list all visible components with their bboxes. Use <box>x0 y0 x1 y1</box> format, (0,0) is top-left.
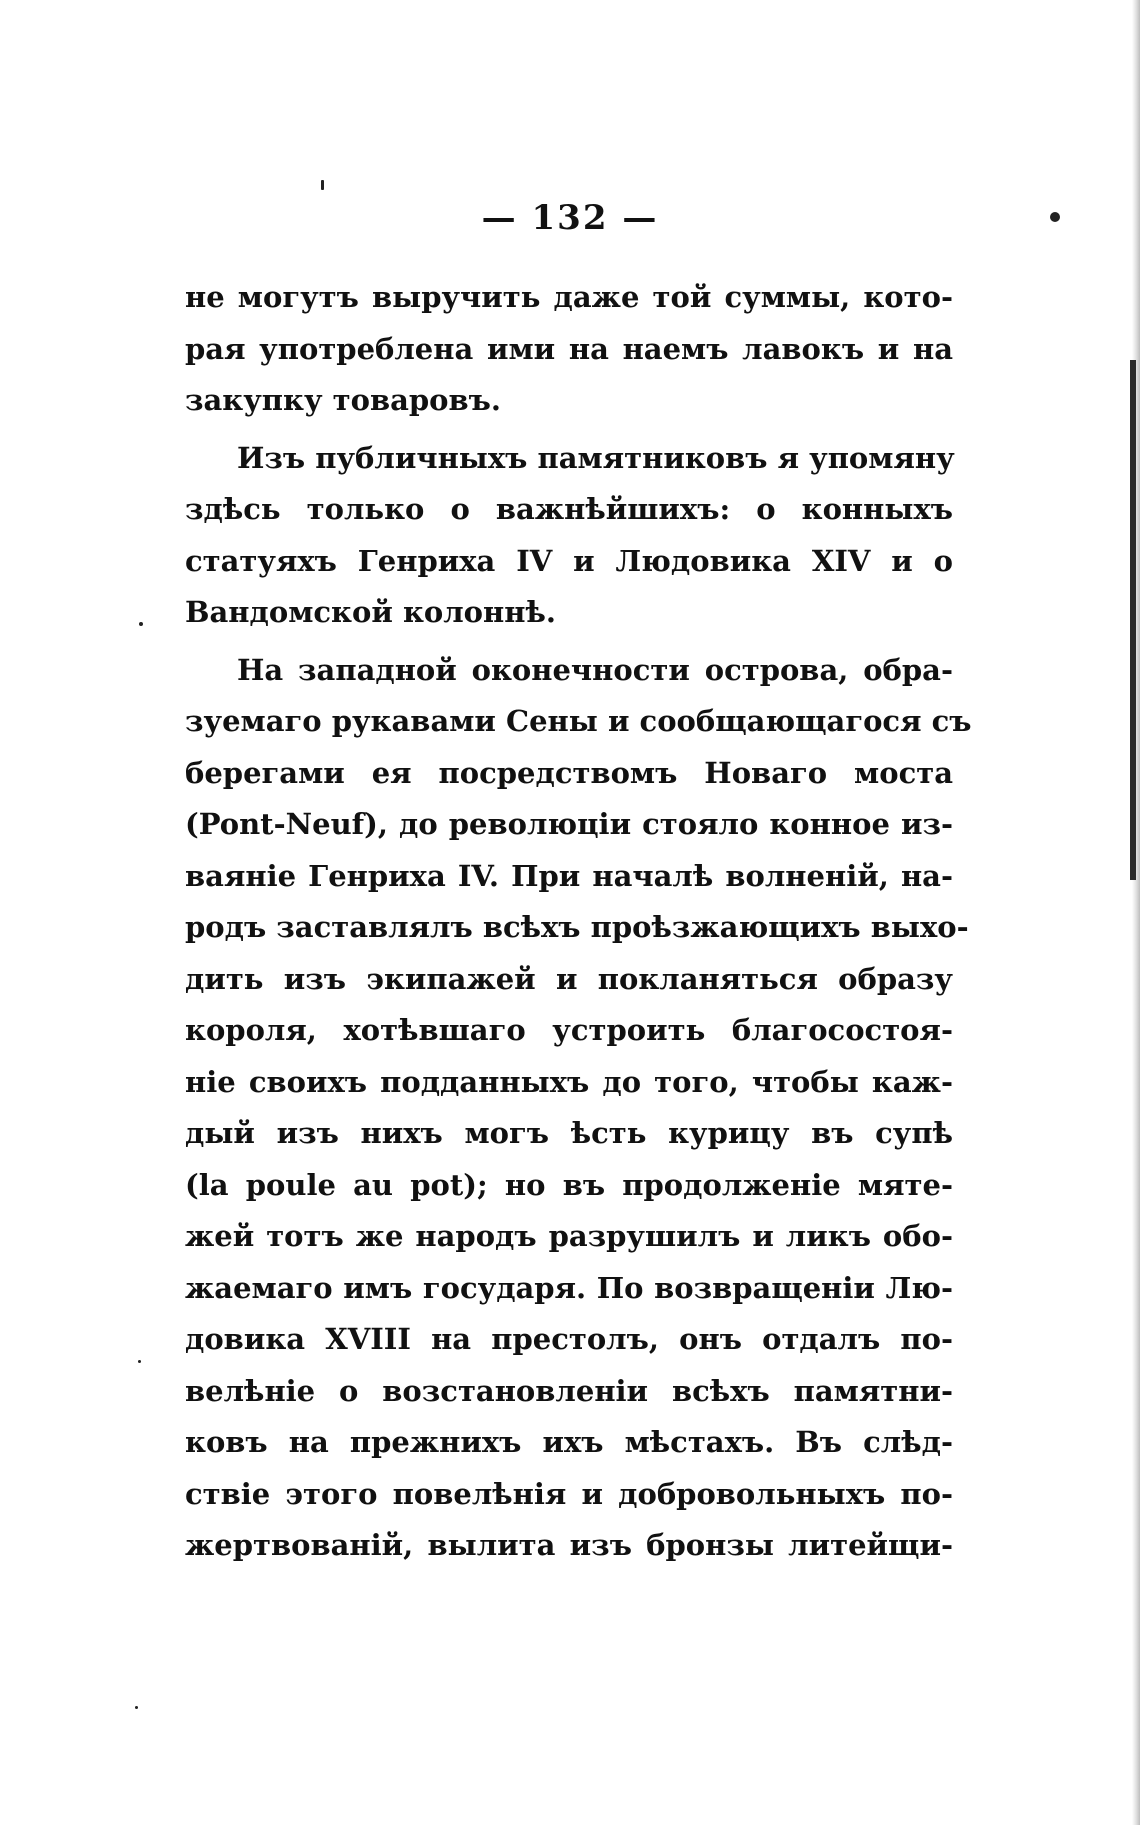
scan-speck <box>1050 212 1060 222</box>
page-number: — 132 — <box>481 198 659 238</box>
text-line: дить изъ экипажей и покланяться образу <box>185 961 953 996</box>
text-line: закупку товаровъ. <box>185 383 501 417</box>
text-line: ваяніе Генриха IV. При началѣ волненій, на- <box>185 858 953 893</box>
text-line: ніе своихъ подданныхъ до того, чтобы каж- <box>185 1064 953 1099</box>
text-line: жертвованій, вылита изъ бронзы литейщи- <box>185 1528 953 1562</box>
text-line: На западной оконечности острова, обра- <box>237 652 953 687</box>
text-line: родъ заставлялъ всѣхъ проѣзжающихъ выхо- <box>185 910 969 944</box>
scan-speck <box>139 622 143 626</box>
scan-edge-shadow <box>1132 0 1140 1825</box>
text-line: Вандомской колоннѣ. <box>185 595 556 629</box>
text-line: жаемаго имъ государя. По возвращеніи Лю- <box>185 1270 953 1305</box>
text-line: здѣсь только о важнѣйшихъ: о конныхъ <box>185 492 953 526</box>
scan-speck <box>138 1360 141 1363</box>
text-line: велѣніе о возстановленіи всѣхъ памятни- <box>185 1373 953 1408</box>
scan-speck <box>321 180 324 190</box>
text-line: довика XVIII на престолъ, онъ отдалъ по- <box>185 1322 953 1356</box>
text-line: зуемаго рукавами Сены и сообщающагося съ <box>185 704 972 738</box>
text-line: дый изъ нихъ могъ ѣсть курицу въ супѣ <box>185 1116 953 1150</box>
text-line: ковъ на прежнихъ ихъ мѣстахъ. Въ слѣд- <box>185 1425 953 1459</box>
scan-edge-bar <box>1130 360 1136 880</box>
text-line: не могутъ выручить даже той суммы, кото- <box>185 280 953 314</box>
text-line: (Pont-Neuf), до революціи стояло конное из- <box>185 807 953 841</box>
text-line: берегами ея посредствомъ Новаго моста <box>185 755 953 790</box>
text-line: Изъ публичныхъ памятниковъ я упомяну <box>237 440 955 475</box>
text-line: короля, хотѣвшаго устроить благосостоя- <box>185 1013 953 1047</box>
text-line: статуяхъ Генриха IV и Людовика XIV и о <box>185 543 953 578</box>
text-line: ствіе этого повелѣнія и добровольныхъ по- <box>185 1476 953 1511</box>
scan-speck <box>135 1706 138 1709</box>
text-line: рая употреблена ими на наемъ лавокъ и на <box>185 331 953 366</box>
text-line: (la poule au pot); но въ продолженіе мяте- <box>185 1167 953 1202</box>
text-line: жей тотъ же народъ разрушилъ и ликъ обо- <box>185 1219 953 1253</box>
body-text <box>185 272 972 1572</box>
